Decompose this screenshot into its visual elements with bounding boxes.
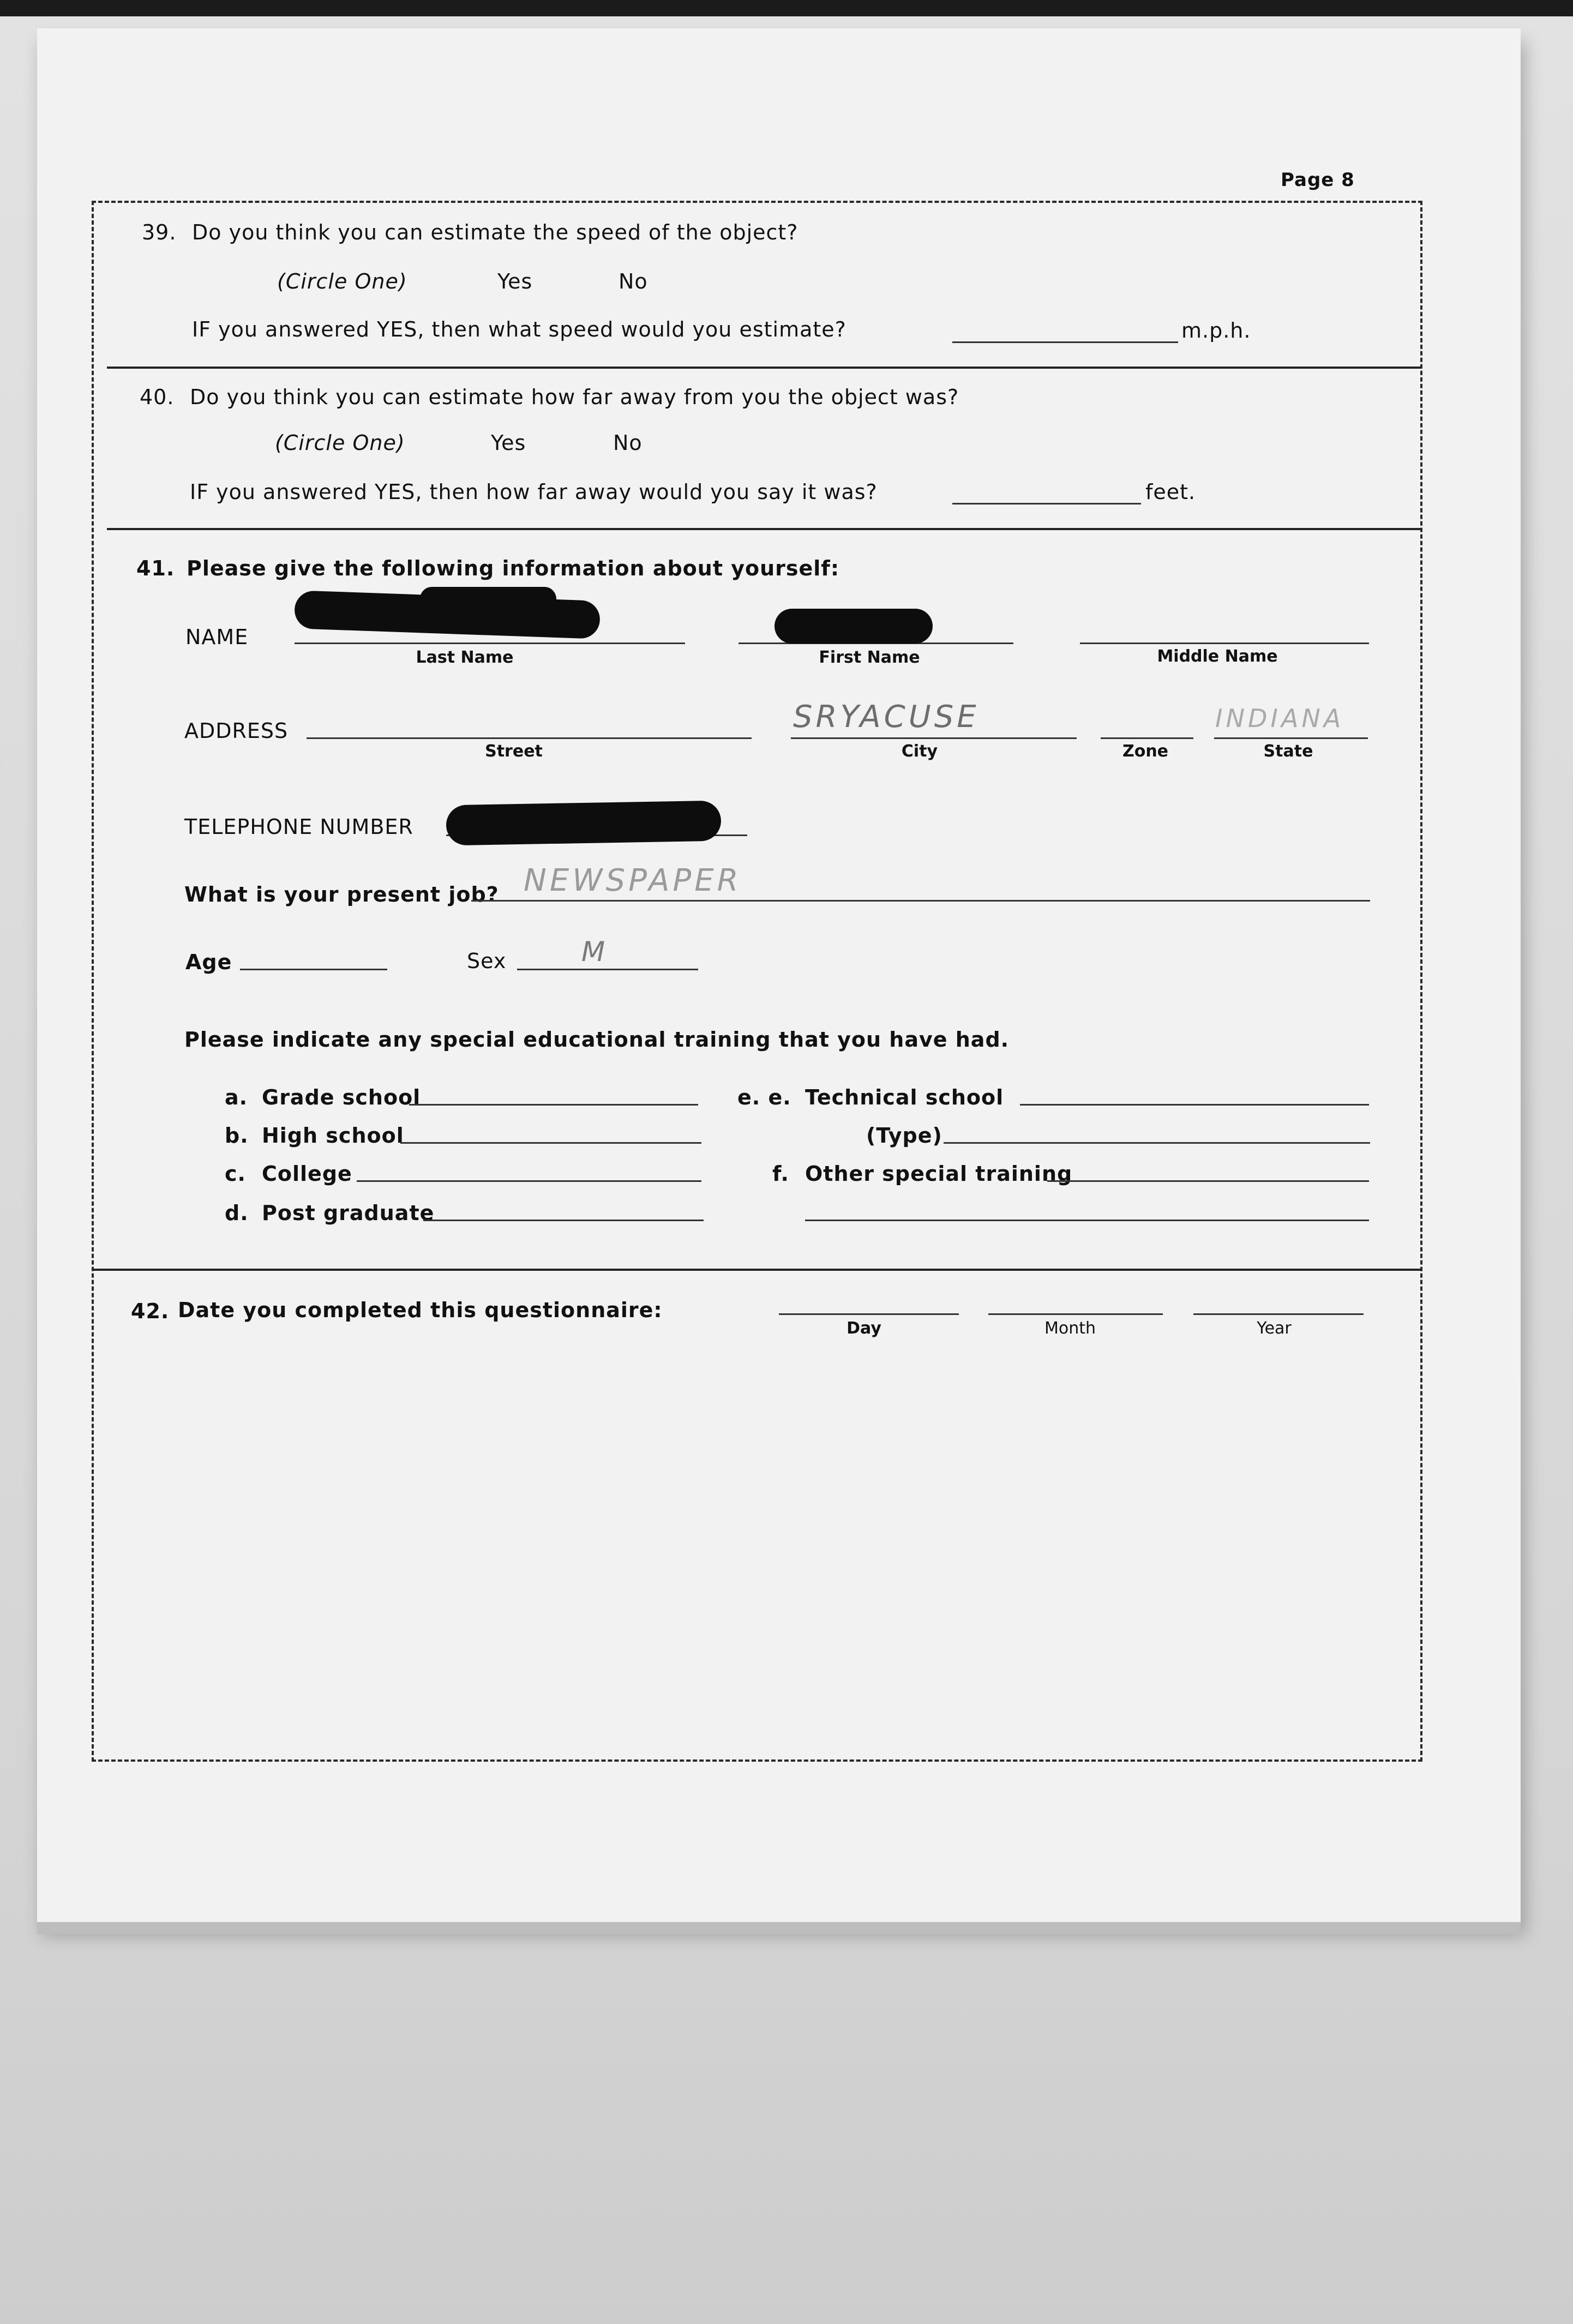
city-field[interactable] xyxy=(791,737,1077,739)
q39-unit: m.p.h. xyxy=(1181,319,1251,343)
q39-followup: IF you answered YES, then what speed would you estimate? xyxy=(192,317,846,341)
q40-no-option[interactable]: No xyxy=(613,431,643,455)
last-name-caption: Last Name xyxy=(416,648,514,667)
grade-school-label: Grade school xyxy=(262,1085,421,1109)
training-intro: Please indicate any special educational training that you have had. xyxy=(184,1028,1010,1052)
grade-school-field[interactable] xyxy=(409,1104,698,1106)
other-training-field[interactable] xyxy=(1047,1180,1369,1182)
high-school-letter: b. xyxy=(225,1124,249,1148)
redaction-first-name xyxy=(775,609,933,644)
q39-text: Do you think you can estimate the speed of the object? xyxy=(192,220,798,244)
q40-followup: IF you answered YES, then how far away would you say it was? xyxy=(190,480,878,504)
street-caption: Street xyxy=(485,742,543,761)
other-training-letter: f. xyxy=(772,1162,789,1186)
month-field[interactable] xyxy=(988,1313,1163,1315)
page-number: Page 8 xyxy=(1281,169,1355,191)
day-field[interactable] xyxy=(779,1313,959,1315)
q40-text: Do you think you can estimate how far away from you the object was? xyxy=(190,385,959,409)
q41-intro: Please give the following information about yourself: xyxy=(187,556,840,580)
job-value: NEWSPAPER xyxy=(524,863,742,898)
divider-41-42 xyxy=(94,1269,1422,1271)
technical-school-field[interactable] xyxy=(1020,1104,1369,1106)
q40-yes-option[interactable]: Yes xyxy=(491,431,526,455)
middle-name-field[interactable] xyxy=(1080,642,1369,644)
q40-unit: feet. xyxy=(1145,480,1196,504)
other-training-field-2[interactable] xyxy=(805,1220,1369,1221)
college-label: College xyxy=(262,1162,352,1186)
divider-40-41 xyxy=(107,528,1421,530)
q40-number: 40. xyxy=(140,385,175,409)
q40-distance-field[interactable] xyxy=(952,503,1141,505)
redaction-telephone xyxy=(446,801,721,846)
sex-label: Sex xyxy=(467,949,507,973)
q39-number: 39. xyxy=(142,220,177,244)
technical-school-label: Technical school xyxy=(805,1085,1004,1109)
q42-label: Date you completed this questionnaire: xyxy=(178,1298,663,1322)
last-name-field[interactable] xyxy=(295,642,685,644)
q39-yes-option[interactable]: Yes xyxy=(497,269,533,293)
post-graduate-letter: d. xyxy=(225,1201,249,1225)
sex-value: M xyxy=(581,936,609,968)
job-field[interactable] xyxy=(471,900,1370,902)
technical-school-letter: e. e. xyxy=(737,1085,791,1109)
q40-circle-one: (Circle One) xyxy=(275,431,405,455)
address-label: ADDRESS xyxy=(184,719,289,743)
year-caption: Year xyxy=(1257,1319,1292,1338)
college-letter: c. xyxy=(225,1162,246,1186)
telephone-label: TELEPHONE NUMBER xyxy=(184,815,413,839)
post-graduate-label: Post graduate xyxy=(262,1201,435,1225)
age-field[interactable] xyxy=(240,969,387,970)
state-caption: State xyxy=(1263,742,1313,761)
job-label: What is your present job? xyxy=(184,882,499,906)
q39-circle-one: (Circle One) xyxy=(277,269,407,293)
year-field[interactable] xyxy=(1193,1313,1364,1315)
post-graduate-field[interactable] xyxy=(423,1220,704,1221)
city-value: SRYACUSE xyxy=(793,699,980,735)
divider-39-40 xyxy=(107,367,1421,369)
name-label: NAME xyxy=(185,625,249,649)
high-school-label: High school xyxy=(262,1124,404,1148)
first-name-caption: First Name xyxy=(819,648,920,667)
age-label: Age xyxy=(185,950,232,974)
type-field[interactable] xyxy=(944,1142,1370,1144)
college-field[interactable] xyxy=(357,1180,701,1182)
redaction-last-name-top xyxy=(420,587,556,611)
state-field[interactable] xyxy=(1214,737,1368,739)
q39-no-option[interactable]: No xyxy=(619,269,648,293)
other-training-label: Other special training xyxy=(805,1162,1073,1186)
zone-field[interactable] xyxy=(1101,737,1193,739)
type-label: (Type) xyxy=(866,1124,942,1148)
month-caption: Month xyxy=(1044,1319,1096,1338)
high-school-field[interactable] xyxy=(400,1142,701,1144)
grade-school-letter: a. xyxy=(225,1085,248,1109)
q42-number: 42. xyxy=(131,1299,170,1323)
q41-number: 41. xyxy=(136,556,175,580)
state-value: INDIANA xyxy=(1215,704,1344,733)
street-field[interactable] xyxy=(307,737,752,739)
day-caption: Day xyxy=(846,1319,881,1338)
sex-field[interactable] xyxy=(517,969,698,970)
city-caption: City xyxy=(901,742,938,761)
middle-name-caption: Middle Name xyxy=(1157,647,1278,666)
q39-speed-field[interactable] xyxy=(952,341,1178,343)
zone-caption: Zone xyxy=(1122,742,1169,761)
